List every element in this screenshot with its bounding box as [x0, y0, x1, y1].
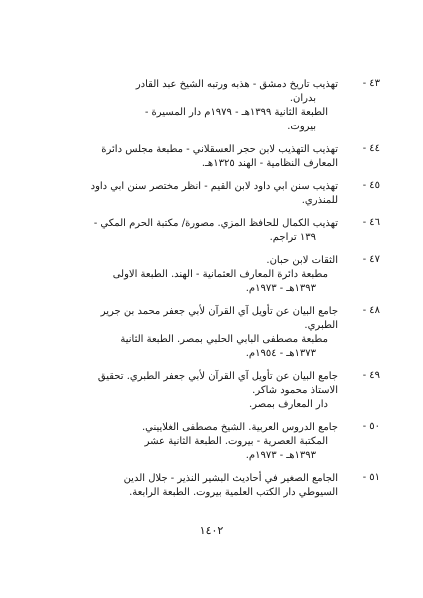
bib-entry-49 [38, 370, 380, 412]
entry-publication-line: بيروت. [287, 121, 316, 132]
entry-publication-line: مطبعة مصطفى البابي الحلبي بمصر. الطبعة الثانية [120, 334, 328, 345]
entry-text-line: السيوطي دار الكتب العلمية بيروت. الطبعة الرابعة. [129, 487, 338, 498]
entry-text-line: بدران. [289, 93, 316, 104]
bib-entry-47 [38, 254, 380, 296]
bib-entry-51 [38, 472, 380, 500]
entry-text-line: جامع الدروس العربية. الشيخ مصطفى الغلاييني. [141, 422, 338, 433]
entry-text-line: تهذيب الكمال للحافظ المزي. مصورة/ مكتبة الحرم المكي - [93, 218, 338, 229]
bib-entry-44 [38, 143, 380, 171]
bib-entry-43 [38, 78, 380, 134]
bib-entry-46 [38, 217, 380, 245]
entry-number: ٤٦ - [362, 217, 380, 228]
entry-publication-line: المكتبة العصرية - بيروت. الطبعة الثانية عشر [144, 436, 328, 447]
bib-entry-48 [38, 305, 380, 361]
entry-text-line: للمنذري. [301, 195, 338, 206]
bib-entry-45 [38, 180, 380, 208]
entry-publication-line: ١٣٧٣هـ - ١٩٥٤م. [245, 348, 316, 359]
entry-text-line: الاستاذ محمود شاكر. [252, 385, 338, 396]
entry-publication-line: مطبعة دائرة المعارف العثمانية - الهند. الطبعة الاولى [112, 269, 328, 280]
bibliography-list [38, 78, 380, 509]
entry-number: ٤٤ - [362, 143, 380, 154]
entry-text-line: جامع البيان عن تأويل آي القرآن لأبي جعفر محمد بن جرير [100, 306, 338, 317]
entry-publication-line: دار المعارف بمصر. [248, 399, 328, 410]
entry-number: ٤٩ - [362, 370, 380, 381]
entry-text-line: جامع البيان عن تأويل آي القرآن لأبي جعفر الطبري. تحقيق [97, 371, 338, 382]
entry-text-line: المعارف النظامية - الهند ١٣٢٥هـ. [201, 158, 338, 169]
entry-text-line: تهذيب تاريخ دمشق - هذبه ورتبه الشيخ عبد القادر [135, 79, 338, 90]
entry-number: ٤٨ - [362, 305, 380, 316]
entry-text-line: ١٣٩ تراجم. [269, 232, 316, 243]
entry-text-line: الثقات لابن حبان. [266, 255, 338, 266]
entry-publication-line: الطبعة الثانية ١٣٩٩هـ - ١٩٧٩م دار المسيرة - [144, 107, 328, 118]
entry-text-line: الطبري. [304, 320, 338, 331]
entry-number: ٥٠ - [362, 421, 380, 432]
page-number: ١٤٠٢ [199, 524, 224, 537]
entry-text-line: تهذيب التهذيب لابن حجر العسقلاني - مطبعة مجلس دائرة [101, 144, 338, 155]
entry-text-line: تهذيب سنن ابي داود لابن القيم - انظر مختصر سنن ابي داود [90, 181, 338, 192]
entry-publication-line: ١٣٩٣هـ - ١٩٧٣م. [245, 450, 316, 461]
entry-number: ٤٧ - [362, 254, 380, 265]
entry-number: ٤٥ - [362, 180, 380, 191]
entry-number: ٤٣ - [362, 78, 380, 89]
entry-text-line: الجامع الصغير في أحاديث البشير النذير - جلال الدين [123, 473, 338, 484]
bib-entry-50 [38, 421, 380, 463]
entry-publication-line: ١٣٩٣هـ - ١٩٧٣م. [245, 283, 316, 294]
entry-number: ٥١ - [362, 472, 380, 483]
